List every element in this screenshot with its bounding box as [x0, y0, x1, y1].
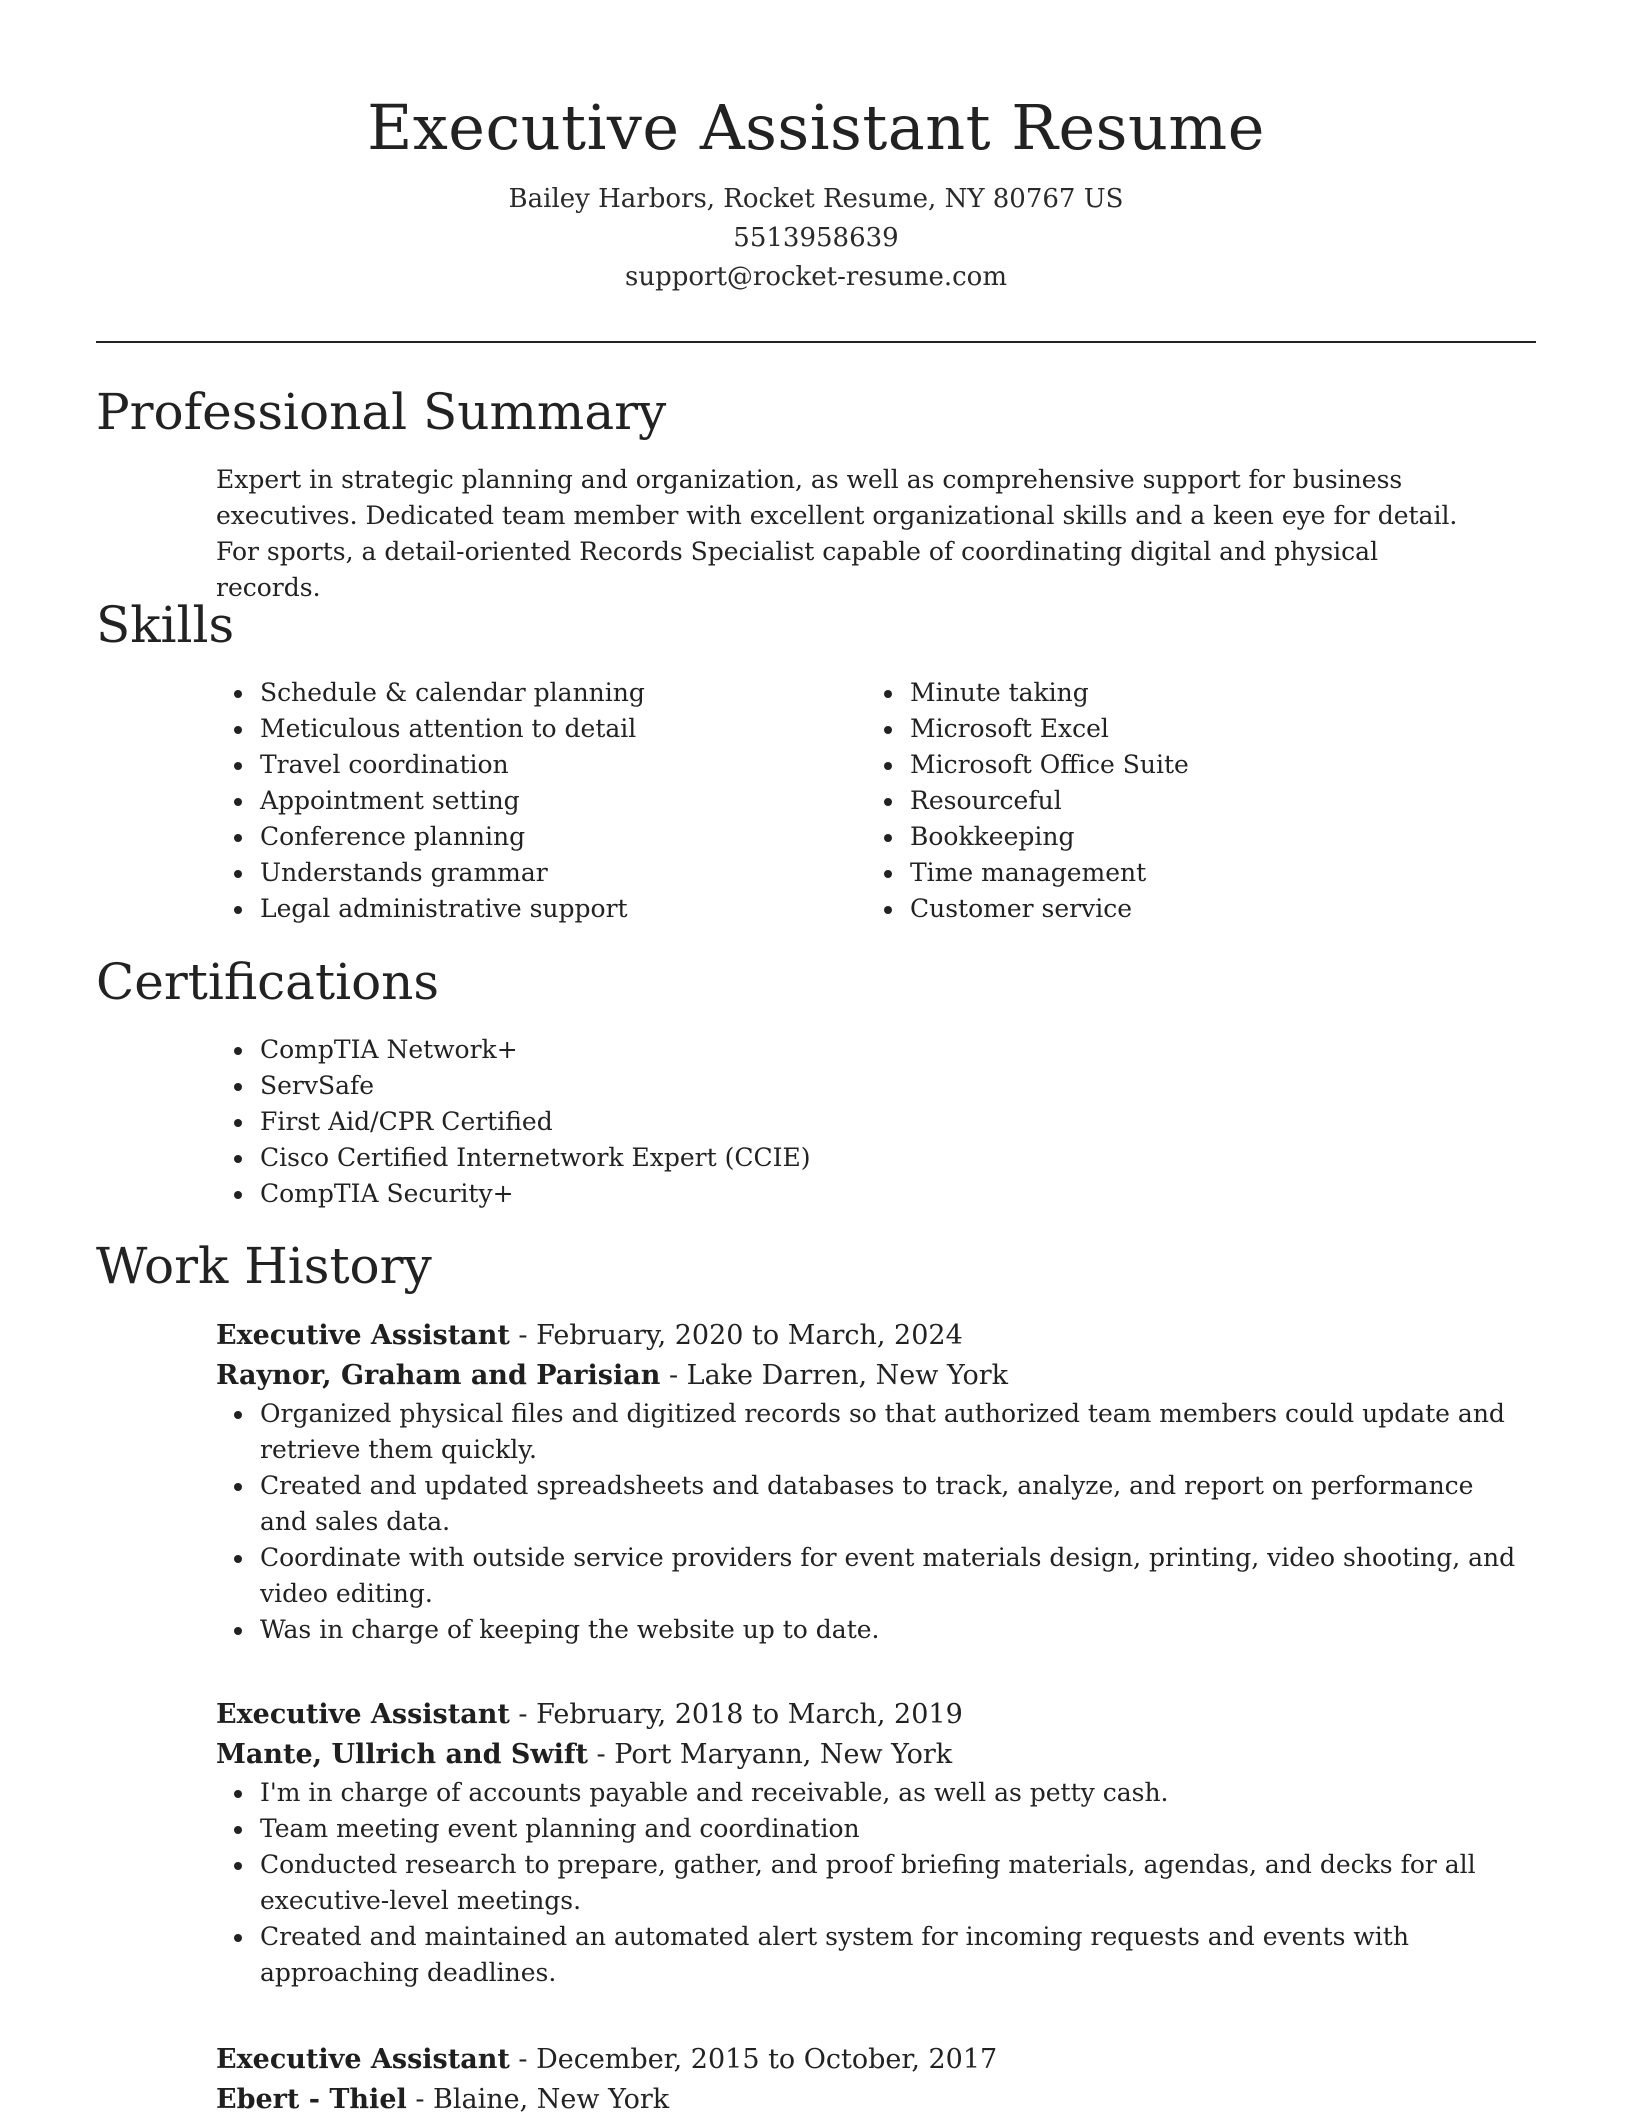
summary-text: Expert in strategic planning and organization, as well as comprehensive support for business executives. Dedicated team member with excellent organizational skills and a keen eye for detail. For sports, a detail-oriented Records Specialist capable of coordinating digital and physical records.: [216, 465, 1458, 602]
job-location: - Lake Darren, New York: [660, 1360, 1008, 1391]
job-company-line: [216, 1735, 1536, 1775]
job-dates: - December, 2015 to October, 2017: [509, 2044, 998, 2075]
job-title: Executive Assistant: [216, 2044, 510, 2075]
certification-item: ServSafe: [216, 1068, 1116, 1104]
skill-item: Understands grammar: [216, 855, 816, 891]
job-company-line: [216, 2080, 1536, 2112]
contact-block: [0, 180, 1632, 297]
work-history-heading: Work History: [96, 1237, 432, 1295]
job-company-line: [216, 1356, 1536, 1396]
skills-list-left: [216, 675, 816, 927]
certifications-heading: Certifications: [96, 953, 440, 1011]
job-duty: Created and maintained an automated alert system for incoming requests and events with approaching deadlines.: [216, 1919, 1536, 1991]
skill-item: Customer service: [866, 891, 1466, 927]
resume-title: Executive Assistant Resume: [367, 91, 1265, 164]
skill-item: Minute taking: [866, 675, 1466, 711]
contact-email: support@rocket-resume.com: [624, 262, 1007, 292]
job-title: Executive Assistant: [216, 1699, 510, 1730]
job-entry: [216, 1695, 1536, 1991]
skill-item: Bookkeeping: [866, 819, 1466, 855]
contact-address: Bailey Harbors, Rocket Resume, NY 80767 US: [508, 184, 1124, 214]
job-duty: Organized physical files and digitized records so that authorized team members could update and retrieve them quickly.: [216, 1396, 1536, 1468]
job-title-line: [216, 1695, 1536, 1735]
skill-item: Microsoft Excel: [866, 711, 1466, 747]
skill-item: Travel coordination: [216, 747, 816, 783]
skill-item: Resourceful: [866, 783, 1466, 819]
skill-item: Meticulous attention to detail: [216, 711, 816, 747]
job-duty: Created and updated spreadsheets and databases to track, analyze, and report on performance and sales data.: [216, 1468, 1536, 1540]
contact-phone: 5513958639: [733, 223, 899, 253]
resume-header: [0, 0, 1632, 297]
skill-item: Microsoft Office Suite: [866, 747, 1466, 783]
certification-item: Cisco Certified Internetwork Expert (CCIE): [216, 1140, 1116, 1176]
certification-item: CompTIA Security+: [216, 1176, 1116, 1212]
certification-item: CompTIA Network+: [216, 1032, 1116, 1068]
job-entry: [216, 1316, 1536, 1648]
skills-heading: Skills: [96, 596, 235, 654]
job-dates: - February, 2018 to March, 2019: [509, 1699, 963, 1730]
skill-item: Appointment setting: [216, 783, 816, 819]
job-location: - Port Maryann, New York: [587, 1739, 953, 1770]
skill-item: Schedule & calendar planning: [216, 675, 816, 711]
summary-heading: Professional Summary: [96, 383, 667, 441]
job-title: Executive Assistant: [216, 1320, 510, 1351]
job-duty: Team meeting event planning and coordination: [216, 1811, 1536, 1847]
job-title-line: [216, 1316, 1536, 1356]
job-duty: Was in charge of keeping the website up to date.: [216, 1612, 1536, 1648]
job-duty: Conducted research to prepare, gather, and proof briefing materials, agendas, and decks for all executive-level meetings.: [216, 1847, 1536, 1919]
job-company: Ebert - Thiel: [216, 2084, 407, 2112]
job-duty: Coordinate with outside service providers for event materials design, printing, video shooting, and video editing.: [216, 1540, 1536, 1612]
skill-item: Time management: [866, 855, 1466, 891]
job-dates: - February, 2020 to March, 2024: [509, 1320, 963, 1351]
skill-item: Conference planning: [216, 819, 816, 855]
job-company: Raynor, Graham and Parisian: [216, 1360, 661, 1391]
job-duties-list: [216, 1396, 1536, 1648]
job-duty: I'm in charge of accounts payable and receivable, as well as petty cash.: [216, 1775, 1536, 1811]
skill-item: Legal administrative support: [216, 891, 816, 927]
certifications-list: [216, 1032, 1116, 1212]
skills-list-right: [866, 675, 1466, 927]
job-company: Mante, Ullrich and Swift: [216, 1739, 588, 1770]
job-title-line: [216, 2040, 1536, 2080]
certification-item: First Aid/CPR Certified: [216, 1104, 1116, 1140]
job-location: - Blaine, New York: [406, 2084, 670, 2112]
job-entry: [216, 2040, 1536, 2112]
header-divider: [96, 341, 1536, 343]
job-duties-list: [216, 1775, 1536, 1991]
